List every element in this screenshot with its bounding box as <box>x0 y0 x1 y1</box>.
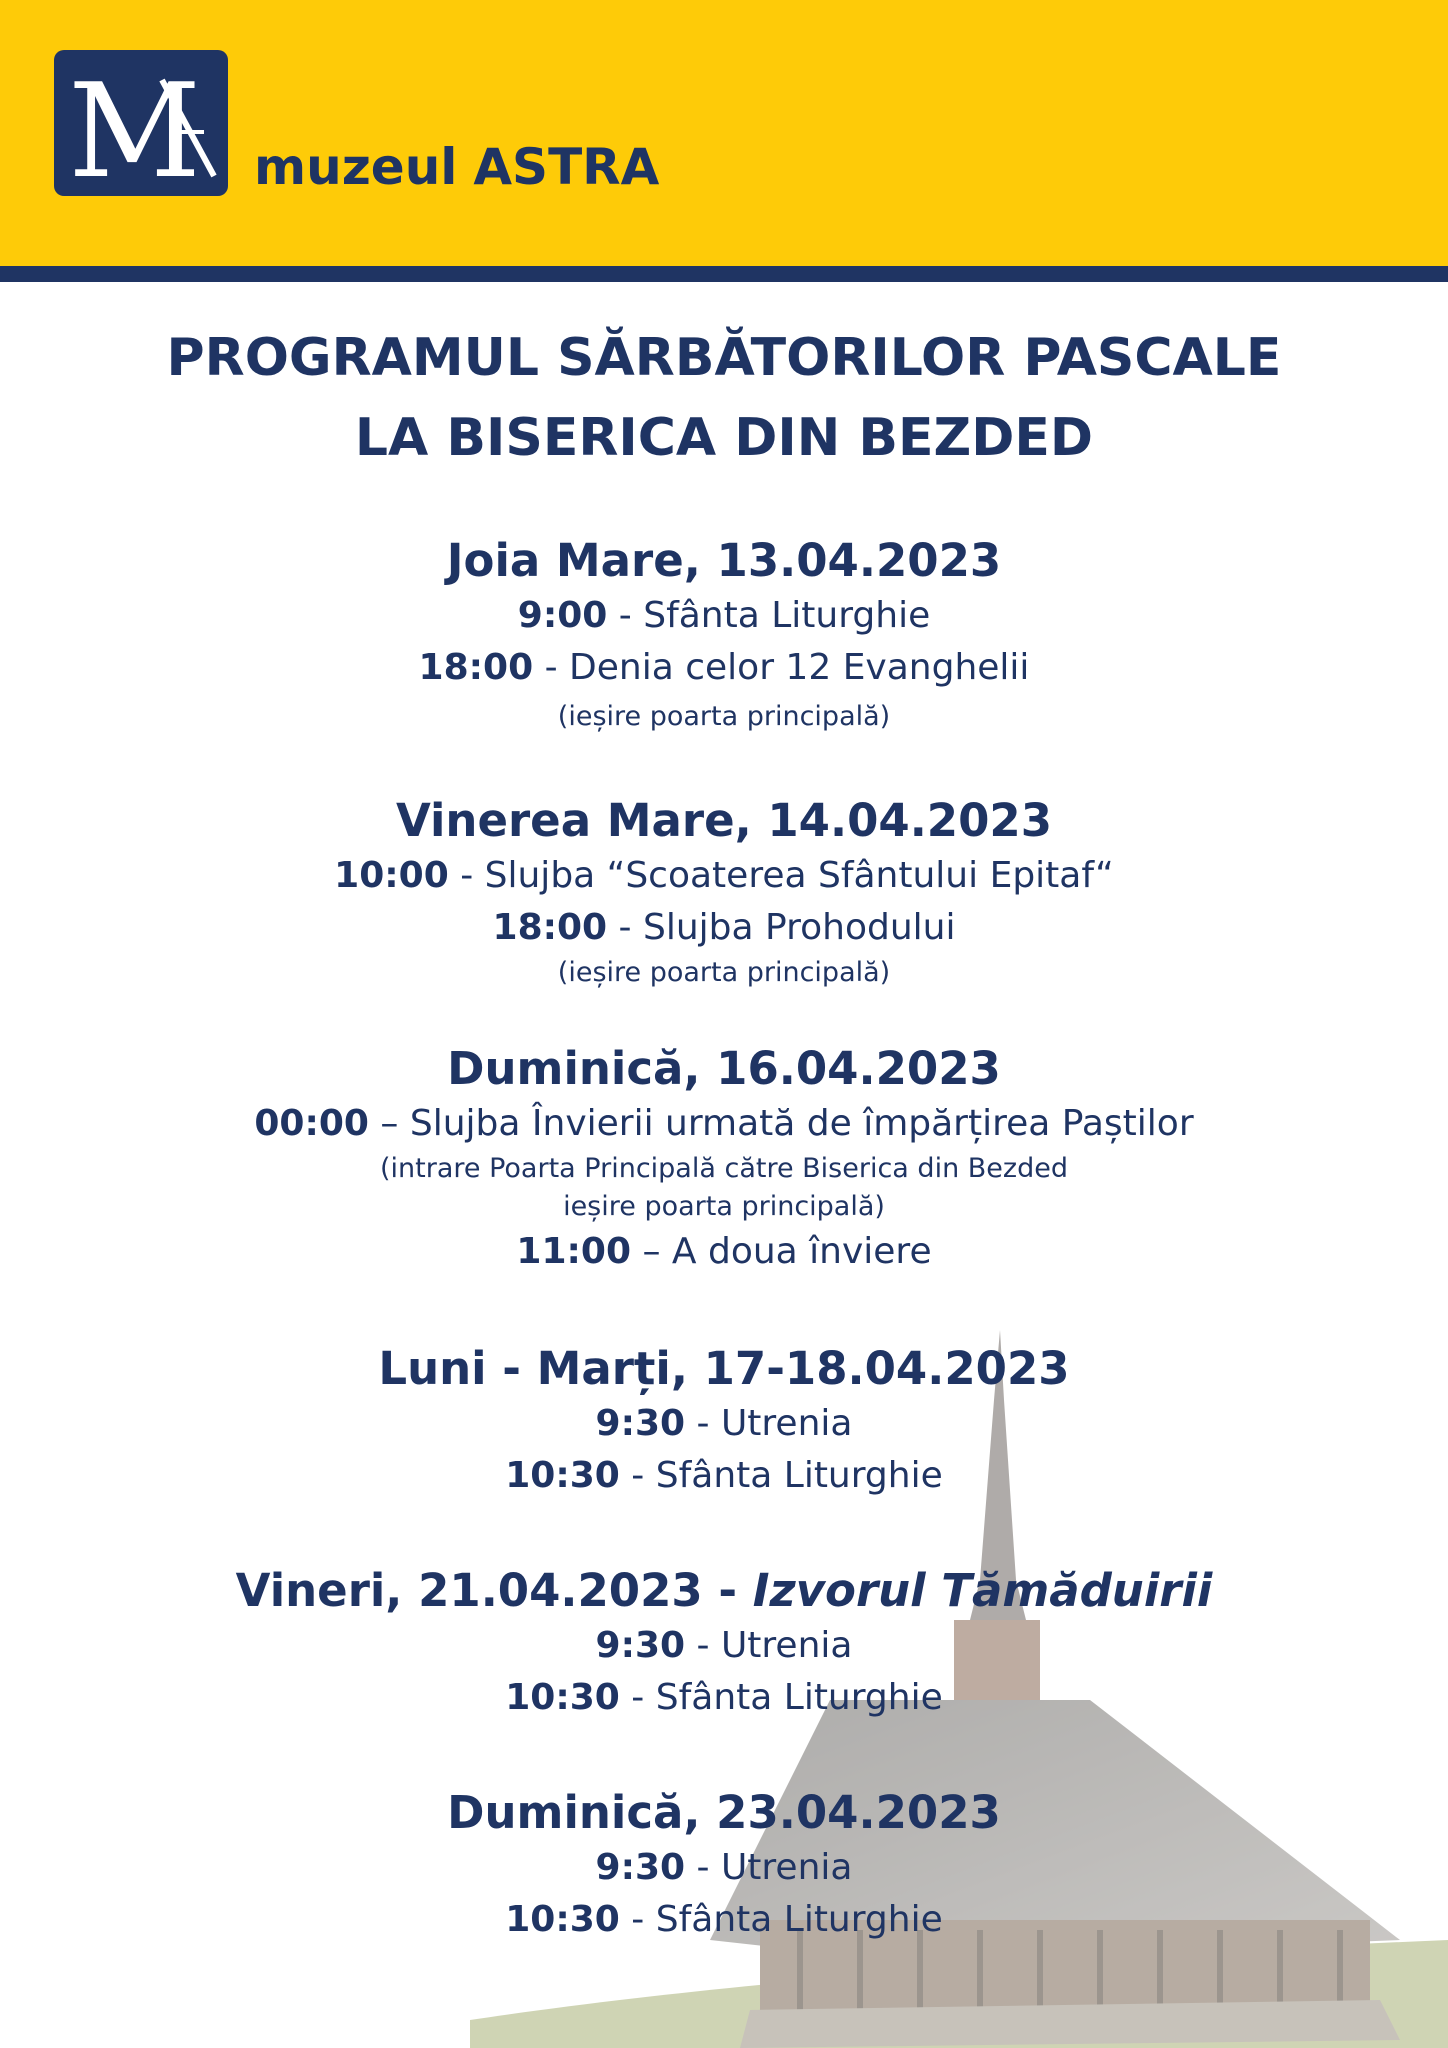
schedule-item: 10:30 - Sfânta Liturghie <box>505 1677 943 1718</box>
schedule-item: 00:00 – Slujba Învierii urmată de împărțirea Paștilor <box>254 1103 1194 1144</box>
schedule-item: 18:00 - Slujba Prohodului <box>492 907 956 948</box>
day-heading: Duminică, 16.04.2023 <box>447 1042 1001 1095</box>
schedule-item: 9:30 - Utrenia <box>595 1847 853 1888</box>
schedule-item: 9:00 - Sfânta Liturghie <box>517 595 931 636</box>
logo-letter-m: M <box>68 55 202 196</box>
title-line-2: LA BISERICA DIN BEZDED <box>354 408 1094 468</box>
day-heading: Luni - Marți, 17-18.04.2023 <box>378 1342 1070 1395</box>
title-line-1: PROGRAMUL SĂRBĂTORILOR PASCALE <box>166 328 1282 388</box>
logo-monogram-icon <box>54 50 228 196</box>
schedule-item: 18:00 - Denia celor 12 Evanghelii <box>418 647 1030 688</box>
day-heading: Joia Mare, 13.04.2023 <box>446 534 1002 587</box>
feast-name: Izvorul Tămăduirii <box>752 1564 1213 1617</box>
museum-logo <box>54 50 228 196</box>
schedule-day-5 <box>0 1562 1448 1724</box>
title-block <box>0 318 1448 478</box>
header-stripe <box>0 266 1448 282</box>
day-heading: Vineri, 21.04.2023 - Izvorul Tămăduirii <box>235 1564 1213 1617</box>
schedule-item: 9:30 - Utrenia <box>595 1625 853 1666</box>
schedule-day-4 <box>0 1340 1448 1502</box>
schedule-day-2 <box>0 792 1448 992</box>
schedule-day-1 <box>0 532 1448 736</box>
schedule-item: 10:30 - Sfânta Liturghie <box>505 1899 943 1940</box>
schedule-item: 10:30 - Sfânta Liturghie <box>505 1455 943 1496</box>
schedule-note: ieșire poarta principală) <box>563 1191 885 1222</box>
brand-prefix: muzeul <box>254 138 458 196</box>
schedule-note: (intrare Poarta Principală către Biserica din Bezded <box>380 1153 1068 1184</box>
schedule-day-6 <box>0 1784 1448 1946</box>
day-heading: Duminică, 23.04.2023 <box>447 1786 1001 1839</box>
schedule-note: (ieșire poarta principală) <box>557 701 891 732</box>
schedule-item: 9:30 - Utrenia <box>595 1403 853 1444</box>
schedule-item: 10:00 - Slujba “Scoaterea Sfântului Epitaf“ <box>334 855 1114 896</box>
brand-name <box>254 138 659 196</box>
schedule-day-3 <box>0 1040 1448 1278</box>
brand-main: ASTRA <box>473 138 660 196</box>
page-title <box>0 318 1448 478</box>
schedule-item: 11:00 – A doua înviere <box>516 1231 932 1272</box>
day-heading: Vinerea Mare, 14.04.2023 <box>395 794 1053 847</box>
schedule-note: (ieșire poarta principală) <box>557 957 891 988</box>
